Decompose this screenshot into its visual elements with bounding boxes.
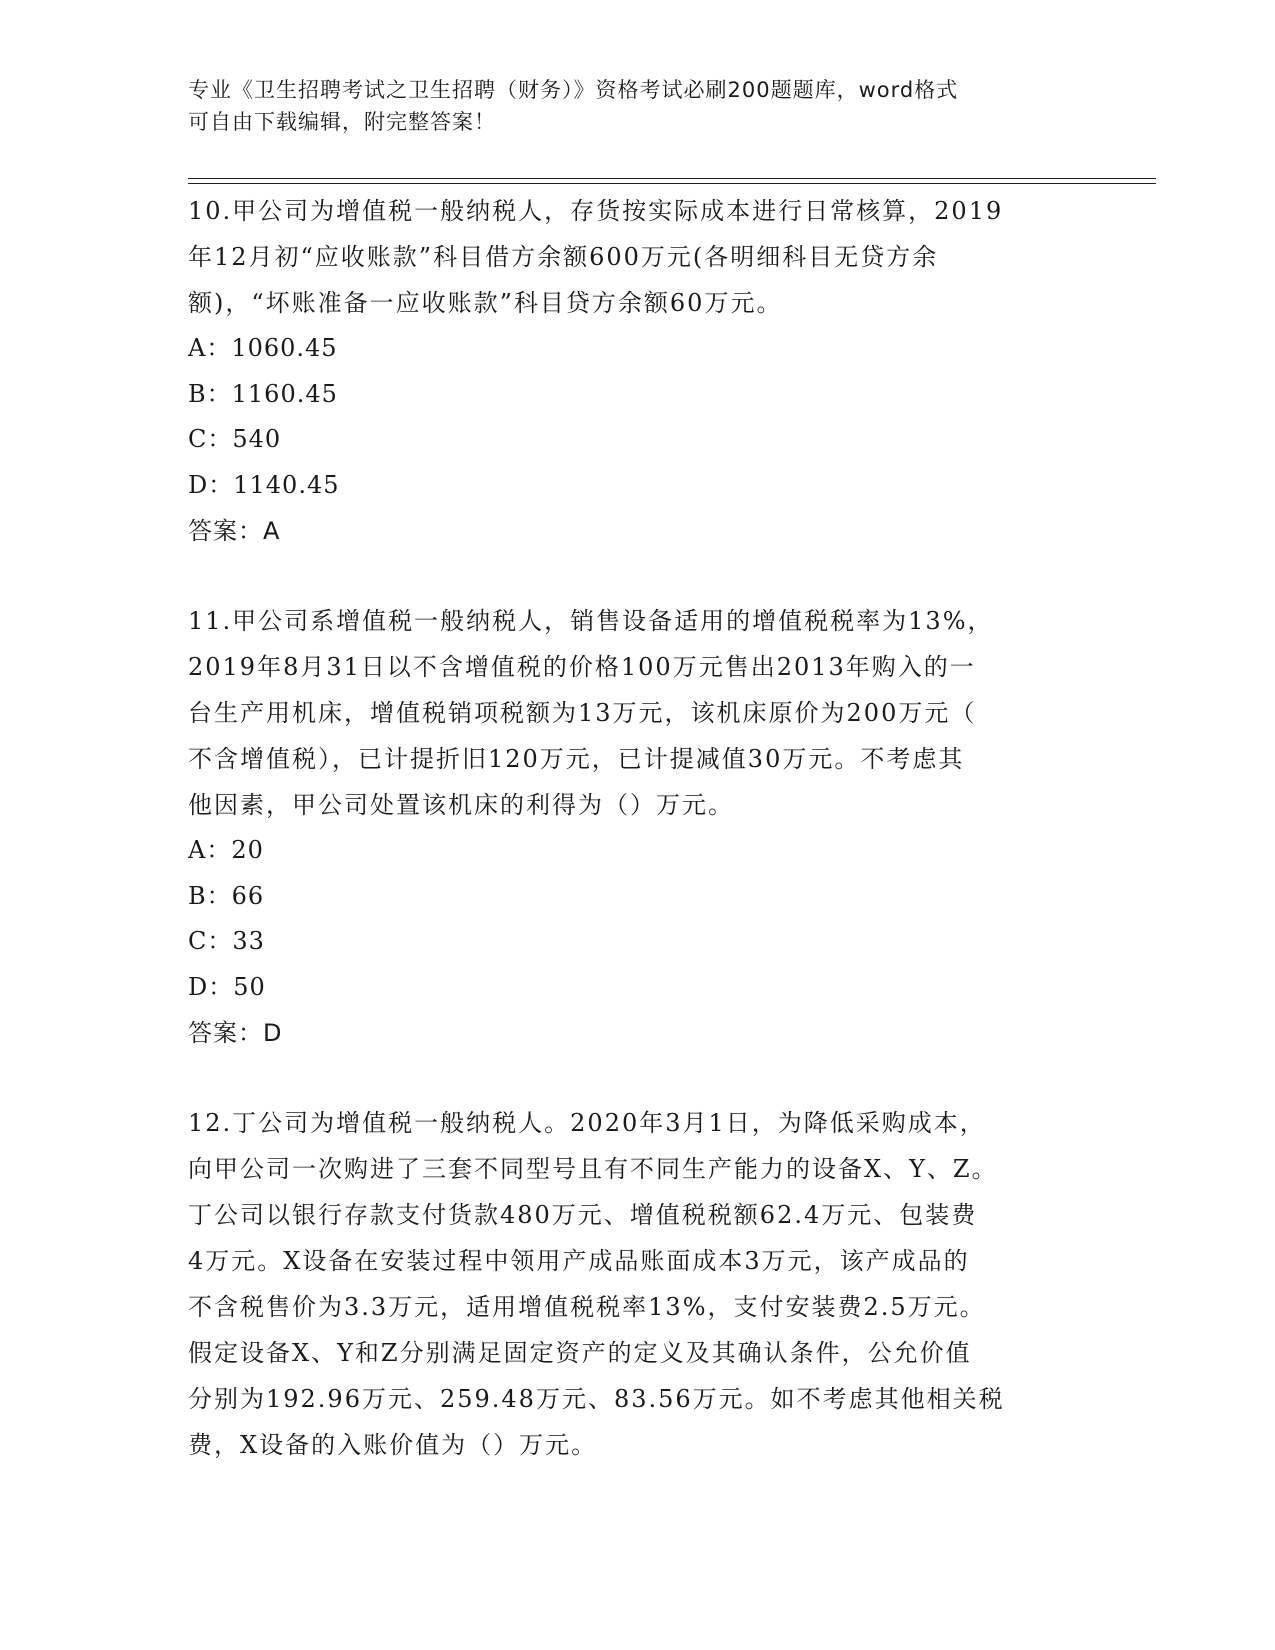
option-c: C：540 [188, 425, 282, 453]
question-stem-line: 年12月初“应收账款”科目借方余额600万元(各明细科目无贷方余 [188, 243, 939, 271]
document-header [188, 74, 1068, 138]
question-stem-line: 不含增值税），已计提折旧120万元，已计提减值30万元。不考虑其 [188, 745, 965, 773]
option-b: B：66 [188, 881, 265, 910]
header-line-2: 可自由下载编辑，附完整答案！ [188, 110, 496, 134]
question-12 [188, 1100, 1088, 1468]
option-b: B：1160.45 [188, 379, 338, 408]
answer-line: 答案：A [188, 517, 281, 545]
question-stem-line: 假定设备X、Y和Z分别满足固定资产的定义及其确认条件，公允价值 [188, 1339, 972, 1367]
question-stem-line: 丁公司以银行存款支付货款480万元、增值税税额62.4万元、包装费 [188, 1201, 978, 1229]
option-d: D：50 [188, 972, 266, 1001]
question-11 [188, 598, 1088, 1056]
question-stem-line: 向甲公司一次购进了三套不同型号且有不同生产能力的设备X、Y、Z。 [188, 1155, 998, 1183]
question-stem-line: 10.甲公司为增值税一般纳税人，存货按实际成本进行日常核算，2019 [188, 197, 1004, 225]
header-divider-bottom [188, 183, 1156, 184]
question-stem-line: 不含税售价为3.3万元，适用增值税税率13%，支付安装费2.5万元。 [188, 1293, 986, 1321]
question-stem-line: 他因素，甲公司处置该机床的利得为（）万元。 [188, 791, 734, 819]
question-10 [188, 188, 1088, 554]
question-stem-line: 12.丁公司为增值税一般纳税人。2020年3月1日，为降低采购成本， [188, 1109, 986, 1137]
option-c: C：33 [188, 927, 265, 955]
question-stem-line: 额)，“坏账准备一应收账款”科目贷方余额60万元。 [188, 289, 783, 317]
question-stem-line: 分别为192.96万元、259.48万元、83.56万元。如不考虑其他相关税 [188, 1385, 1005, 1413]
option-a: A：1060.45 [188, 334, 338, 362]
header-line-1: 专业《卫生招聘考试之卫生招聘（财务）》资格考试必刷200题题库，word格式 [188, 78, 959, 102]
question-stem-line: 2019年8月31日以不含增值税的价格100万元售出2013年购入的一 [188, 653, 976, 681]
question-stem-line: 4万元。X设备在安装过程中领用产成品账面成本3万元，该产成品的 [188, 1247, 970, 1275]
option-a: A：20 [188, 836, 264, 864]
option-d: D：1140.45 [188, 470, 340, 499]
question-stem-line: 费，X设备的入账价值为（）万元。 [188, 1431, 598, 1459]
question-stem-line: 台生产用机床，增值税销项税额为13万元，该机床原价为200万元（ [188, 699, 977, 727]
answer-line: 答案：D [188, 1019, 283, 1047]
question-stem-line: 11.甲公司系增值税一般纳税人，销售设备适用的增值税税率为13%， [188, 607, 994, 635]
header-divider-top [188, 178, 1156, 179]
